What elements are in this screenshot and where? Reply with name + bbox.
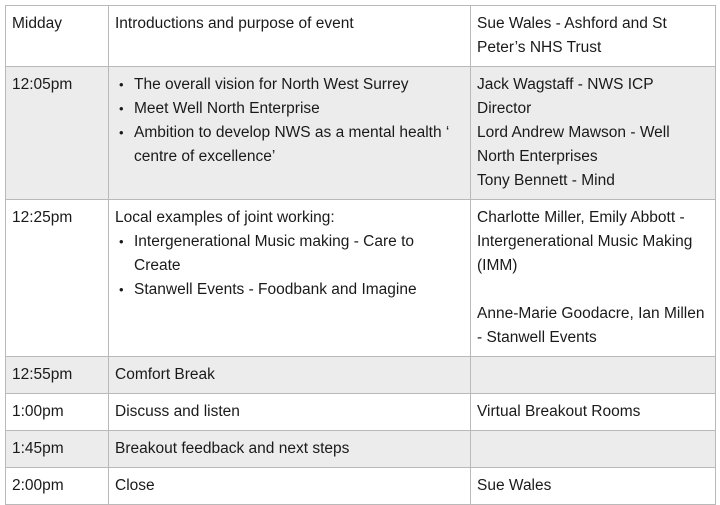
topic-bullet: • Stanwell Events - Foodbank and Imagine [134,278,464,302]
agenda-table [5,5,716,505]
topic-cell [109,200,471,357]
topic-bullet-list [115,230,464,302]
agenda-row [6,67,716,200]
topic-cell: Close [109,468,471,505]
speaker: Anne-Marie Goodacre, Ian Millen - Stanwell Events [477,305,705,346]
speaker: Charlotte Miller, Emily Abbott - Intergenerational Music Making (IMM) [477,209,693,274]
time-cell: 1:00pm [6,394,109,431]
agenda-row [6,468,716,505]
agenda-row [6,6,716,67]
time-cell: 12:05pm [6,67,109,200]
topic-cell: Comfort Break [109,357,471,394]
topic-bullet: • Ambition to develop NWS as a mental health ‘ centre of excellence’ [134,121,464,169]
speakers-cell [471,67,716,200]
topic-cell: Introductions and purpose of event [109,6,471,67]
speaker: Sue Wales - Ashford and St Peter’s NHS Trust [477,15,667,56]
speakers-cell [471,6,716,67]
topic-heading: Local examples of joint working: [115,209,335,226]
speakers-cell [471,431,716,468]
speakers-cell [471,357,716,394]
agenda-row [6,200,716,357]
agenda-row [6,394,716,431]
topic-cell: Discuss and listen [109,394,471,431]
time-cell: 2:00pm [6,468,109,505]
topic-bullet: • Meet Well North Enterprise [134,97,464,121]
speaker: Lord Andrew Mawson - Well North Enterprises [477,124,670,165]
topic-bullet-list [115,73,464,169]
speakers-cell: Virtual Breakout Rooms [471,394,716,431]
agenda-row [6,431,716,468]
topic-cell: Breakout feedback and next steps [109,431,471,468]
topic-bullet: • Intergenerational Music making - Care to Create [134,230,464,278]
time-cell: 1:45pm [6,431,109,468]
topic-cell [109,67,471,200]
speaker: Tony Bennett - Mind [477,172,615,189]
agenda-row [6,357,716,394]
speakers-cell [471,200,716,357]
spacer [477,278,709,302]
time-cell: Midday [6,6,109,67]
speakers-cell: Sue Wales [471,468,716,505]
speaker: Jack Wagstaff - NWS ICP Director [477,76,654,117]
time-cell: 12:25pm [6,200,109,357]
topic-bullet: • The overall vision for North West Surrey [134,73,464,97]
time-cell: 12:55pm [6,357,109,394]
